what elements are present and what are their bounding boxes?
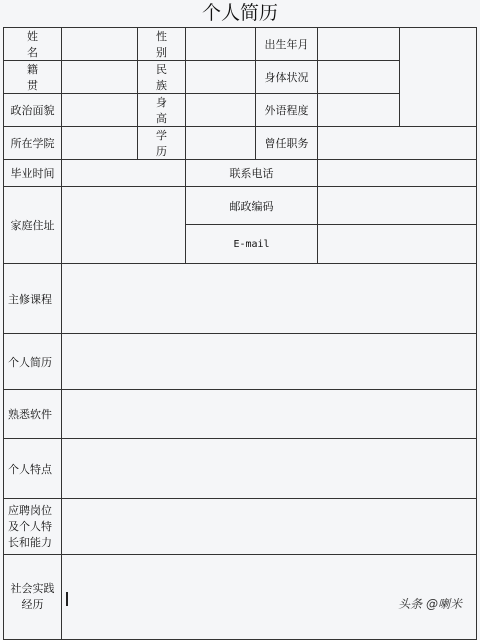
label-job-ability: 应聘岗位及个人特长和能力 (4, 499, 62, 555)
label-grad-time: 毕业时间 (4, 160, 62, 187)
field-postcode[interactable] (318, 187, 477, 225)
field-health[interactable] (318, 61, 400, 94)
field-phone[interactable] (318, 160, 477, 187)
field-ethnic[interactable] (186, 61, 256, 94)
label-birth: 出生年月 (256, 28, 318, 61)
photo-area[interactable] (400, 28, 477, 127)
label-email: E-mail (186, 225, 318, 264)
label-phone: 联系电话 (186, 160, 318, 187)
label-height: 身 高 (138, 94, 186, 127)
label-traits: 个人特点 (4, 439, 62, 499)
label-gender: 性 别 (138, 28, 186, 61)
label-ethnic: 民 族 (138, 61, 186, 94)
label-health: 身体状况 (256, 61, 318, 94)
label-practice: 社会实践经历 (4, 555, 62, 640)
label-position: 曾任职务 (256, 127, 318, 160)
field-school[interactable] (62, 127, 138, 160)
field-traits[interactable] (62, 439, 477, 499)
field-native[interactable] (62, 61, 138, 94)
field-name[interactable] (62, 28, 138, 61)
field-software[interactable] (62, 390, 477, 439)
field-political[interactable] (62, 94, 138, 127)
field-birth[interactable] (318, 28, 400, 61)
field-position[interactable] (318, 127, 477, 160)
field-grad-time[interactable] (62, 160, 186, 187)
label-name: 姓 名 (4, 28, 62, 61)
text-cursor (66, 592, 68, 606)
label-native: 籍 贯 (4, 61, 62, 94)
label-school: 所在学院 (4, 127, 62, 160)
field-job-ability[interactable] (62, 499, 477, 555)
field-courses[interactable] (62, 264, 477, 334)
page-title: 个人简历 (201, 2, 278, 24)
label-address: 家庭住址 (4, 187, 62, 264)
label-language: 外语程度 (256, 94, 318, 127)
field-email[interactable] (318, 225, 477, 264)
field-resume[interactable] (62, 334, 477, 390)
resume-form-table (3, 27, 477, 640)
field-height[interactable] (186, 94, 256, 127)
field-education[interactable] (186, 127, 256, 160)
label-political: 政治面貌 (4, 94, 62, 127)
label-courses: 主修课程 (4, 264, 62, 334)
field-gender[interactable] (186, 28, 256, 61)
label-software: 熟悉软件 (4, 390, 62, 439)
label-resume: 个人简历 (4, 334, 62, 390)
label-education: 学 历 (138, 127, 186, 160)
watermark: 头条 @喇米 (398, 597, 462, 611)
label-postcode: 邮政编码 (186, 187, 318, 225)
field-language[interactable] (318, 94, 400, 127)
field-address[interactable] (62, 187, 186, 264)
